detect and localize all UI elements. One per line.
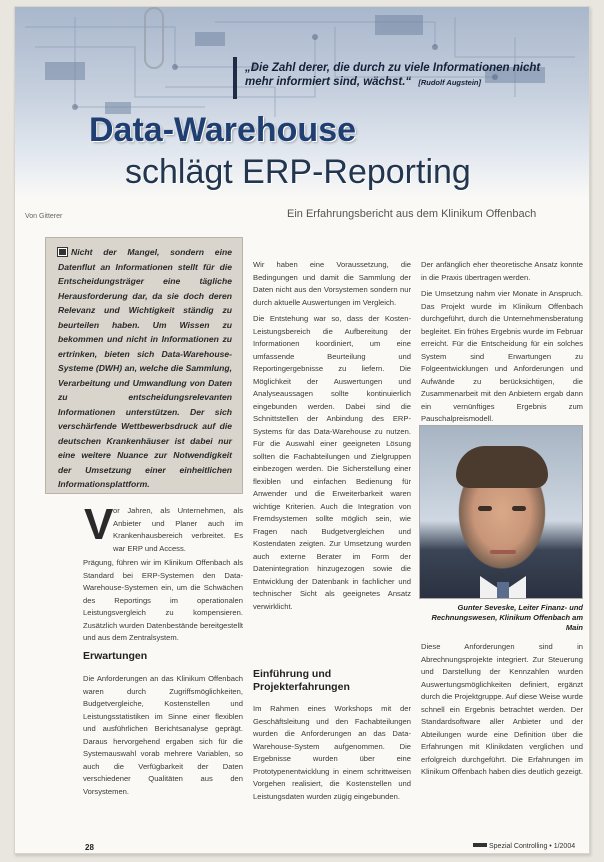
column2-lower: [253, 703, 411, 807]
article-title-line1: Data-Warehouse: [89, 111, 357, 149]
magazine-logo-icon: [473, 843, 487, 847]
article-author: Von Gitterer: [25, 213, 63, 220]
column3-paragraph1: Der anfänglich eher theoretische Ansatz konnte in die Praxis übertragen werden.: [421, 260, 583, 282]
teaser-box: [45, 237, 243, 494]
teaser-text: Nicht der Mangel, sondern eine Datenflut an Informationen stellt für die Entscheidungsträger eine tägliche Herausforderung dar, da sie doch deren Relevanz und Wichtigkeit ständig zu beurteilen haben. Um Wissen zu bekommen und nicht in Informationen zu ertrinken, bieten sich Data-Warehouse-Systeme (DWH) an, welche die Sammlung, Verarbeitung und Umwandlung von Daten zu entscheidungsrelevanten Informationen unterstützen. Der sich verschärfende Wettbewerbsdruck auf die deutschen Krankenhäuser ist dabei nur eine weitere Nuance zur Notwendigkeit der Umsetzung einer einheitlichen Informationsplattform.: [58, 247, 232, 489]
article-title-line2: schlägt ERP-Reporting: [125, 153, 471, 191]
photo-tie: [497, 582, 509, 599]
header-quote: [233, 57, 563, 99]
column2: [253, 259, 411, 617]
column1-intro-text: or Jahren, als Unternehmen, als Anbieter und Planer auch im Krankenhausbereich verbreitet. Es war ERP und Access.: [113, 506, 243, 553]
portrait-photo: [419, 425, 583, 599]
quote-author: [Rudolf Augstein]: [418, 78, 481, 87]
article-subtitle: Ein Erfahrungsbericht aus dem Klinikum Offenbach: [287, 208, 537, 220]
photo-mouth: [490, 550, 516, 554]
column1-body-text: Prägung, führen wir im Klinikum Offenbach als Standard bei ERP-Systemen den Data-Warehouse-Systemen ein, um die Schwächen des Reportings im operationalen Leistungsvergleich zu kompensieren. Zusätzlich wurden Datenbestände bereitgestellt und aus dem Zentralsystem.: [83, 558, 243, 642]
column2-paragraph3: Im Rahmen eines Workshops mit der Geschäftsleitung und den Fachabteilungen wurden die Anforderungen an das Data-Warehouse-System aufgenommen. Die Ergebnisse wurden über eine Prototypenentwicklung in einem schrittweisen Vorgehen realisiert, die Kostenstellen und Leistungsdaten wurden zügig eingebunden.: [253, 704, 411, 801]
column1-body: [83, 557, 243, 649]
heading-einfuehrung: Einführung und Projekterfahrungen: [253, 668, 350, 693]
photo-eye-right: [512, 506, 526, 511]
page-number: 28: [85, 843, 94, 852]
column1-intro: [83, 500, 243, 559]
magazine-page: [14, 6, 590, 854]
photo-caption: Gunter Seveske, Leiter Finanz- und Rechnungswesen, Klinikum Offenbach am Main: [431, 603, 583, 632]
magazine-name: Spezial Controlling • 1/2004: [489, 843, 576, 850]
column1-erwartungen: [83, 673, 243, 802]
column2-paragraph2: Die Entstehung war so, dass der Kosten-Leistungsbereich die Aufbereitung der Informationen koordiniert, um eine umfassende Beurteilung und Reportingergebnisse zu liefern. Die Möglichkeit der Auswertungen und Analyseaussagen sollte kontinuierlich eingebunden werden. Dabei sind die Schnittstellen der Anbindung des ERP-Systems für das Data-Warehouse zu nutzen. Für die Auswahl einer geeigneten Lösung sollten die Fachabteilungen und Zielgruppen einbezogen werden. Die Sicherstellung einer flexiblen und einfachen Bedienung für Anwender und die Erweiterbarkeit waren wichtige Kriterien. Auch die Integration von Fremdsystemen sollte möglich sein, wie Fragen nach Budgetvergleichen und Kostendaten zeigten. Zur Umsetzung wurden auch externe Berater im Form der Datenintegration hinzugezogen sowie die Entwicklung der Datenbank in fachlicher und technischer Sicht als geeignetes Ansatz verwirklicht.: [253, 314, 411, 611]
drop-cap: V: [84, 500, 114, 549]
column2-paragraph1: Wir haben eine Voraussetzung, die Bedingungen und damit die Sammlung der Daten nicht aus den Vorsystemen sondern nur durch aktuelle Auswertungen im Vergleich.: [253, 260, 411, 307]
square-bullet-icon: [58, 248, 67, 256]
column3-paragraph2: Die Umsetzung nahm vier Monate in Anspruch. Das Projekt wurde im Klinikum Offenbach durchgeführt, durch die Unternehmensberatung begleitet. Ein frühes Ergebnis wurde im Februar erreicht. Für die Entscheidung für ein solches System sind Erwartungen zu Folgeentwicklungen und Anforderungen und Aufwände zu berücksichtigen, die Zusammenarbeit mit den Anbietern ergab dann ein vernünftiges Ergebnis zum Pauschalpreismodell.: [421, 289, 583, 423]
paper-clip-icon: [144, 7, 164, 69]
column3-paragraph3: Diese Anforderungen sind in Abrechnungsprojekte integriert. Zur Steuerung und Darstellung der Kennzahlen wurden Auswertungsmöglichkeiten definiert, ergänzt durch die Projektgruppe. Auf diese Weise wurde schnell ein Ergebnis betrachtet werden. Der Standardsoftware aller Anbieter und der Abteilungen wurde eine Definition über die Erfahrungen mit Klinikdaten verglichen und erfolgreich durchgeführt. Die Erfahrungen im Klinikum Offenbach haben dies deutlich gezeigt.: [421, 642, 583, 776]
column1-erwartungen-text: Die Anforderungen an das Klinikum Offenbach waren durch Zugriffsmöglichkeiten, Budgetvergleiche, Kostenstellen und Leistungsstatistiken im Sinne einer flexiblen und ausführlichen Berichtsanalyse geprägt. Daraus hervorgehend ergaben sich für die Systemauswahl vorab mehrere Variablen, so auch die Verfügbarkeit der Daten verschiedener Qualitäten aus den Vorsystemen.: [83, 674, 243, 796]
heading-erwartungen: Erwartungen: [83, 650, 148, 662]
photo-hair: [456, 446, 548, 488]
magazine-footer: [473, 843, 575, 850]
column3-lower: [421, 641, 583, 783]
quote-text: „Die Zahl derer, die durch zu viele Informationen nicht mehr informiert sind, wächst.“: [245, 62, 541, 88]
column3: [421, 259, 583, 430]
photo-eye-left: [478, 506, 492, 511]
